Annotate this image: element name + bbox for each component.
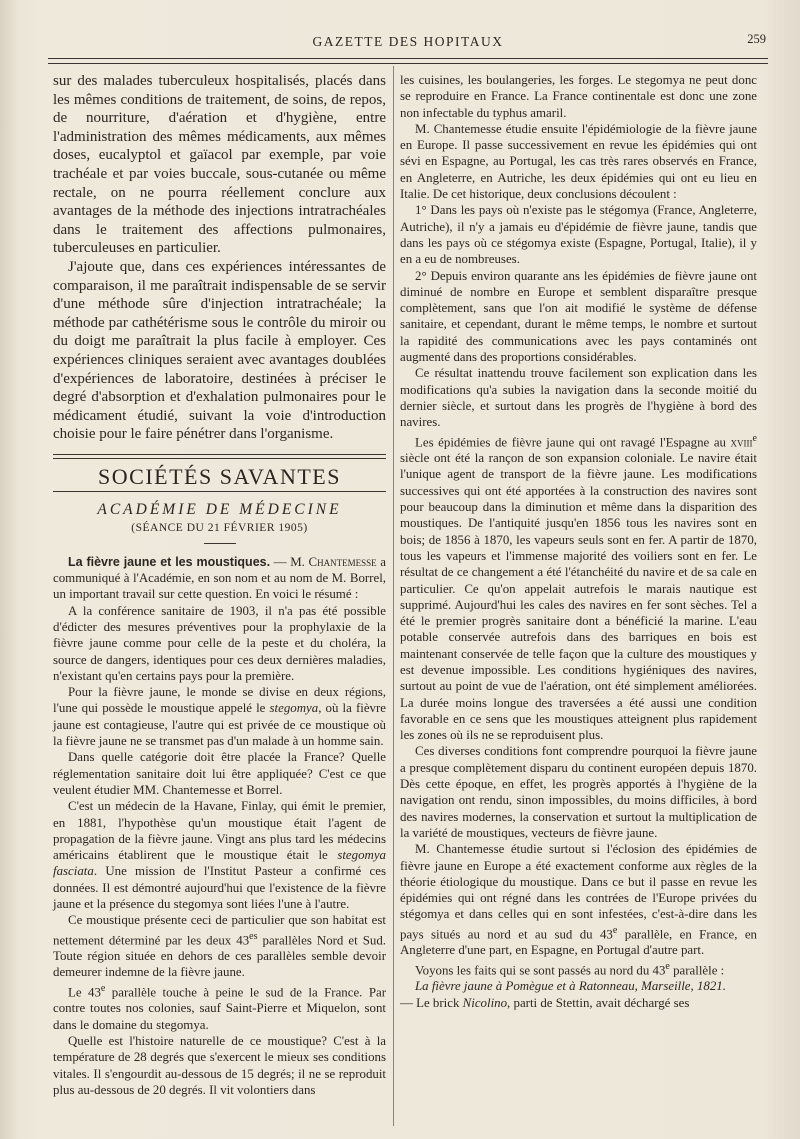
- paragraph: 2° Depuis environ quarante ans les épidémies de fièvre jaune ont diminué de nombre en Europe et semblent disparaître presque complètement, sans que l'on ait modifié le système de défense sanitaire, et cependant, durant le même temps, le nombre et surtout la rapidité des communications avec les pays contaminés ont augmenté dans des proportions considérables.: [400, 268, 757, 365]
- text-run: , où la fièvre jaune est contagieuse, l'autre qui est privée de ce moustique où la fièvre jaune ne se transmet pas d'un malade à un homme sain.: [53, 701, 387, 749]
- paragraph: [53, 981, 386, 1033]
- author-name: Chantemesse: [308, 554, 377, 569]
- paragraph: [400, 431, 757, 744]
- text-run: parallèle :: [669, 962, 725, 977]
- text-run: C'est un médecin de la Havane, Finlay, qui émit le premier, en 1881, l'hypothèse qu'un moustique était l'agent de propagation de la fièvre jaune. Vingt ans plus tard les médecins américains établirent que le moustique était le: [53, 799, 386, 863]
- journal-title: GAZETTE DES HOPITAUX: [312, 34, 504, 49]
- text-run: — Le brick: [400, 995, 463, 1010]
- paragraph: [53, 684, 386, 749]
- section-rule: [53, 454, 386, 459]
- lead-text: a communiqué à l'Académie, en son nom et au nom de M. Borrel, un important travail sur cette question. En voici le résumé :: [53, 554, 386, 602]
- superscript: e: [752, 432, 757, 444]
- text-run: Les épidémies de fièvre jaune qui ont ravagé l'Espagne au: [415, 434, 731, 449]
- ship-name: Nicolino: [462, 995, 508, 1010]
- paragraph: [53, 798, 386, 912]
- paragraph: [400, 995, 757, 1011]
- paragraph: Ce résultat inattendu trouve facilement son explication dans les modifications qu'a subies la navigation dans la seconde moitié du dernier siècle, et surtout dans les progrès de l'hygiène à bord des navires.: [400, 366, 757, 430]
- subsection-title: ACADÉMIE DE MÉDECINE: [97, 501, 342, 519]
- paragraph: Dans quelle catégorie doit être placée la France? Quelle réglementation sanitaire doit lui être appliquée? C'est ce que veulent étudier MM. Chantemesse et Borrel.: [53, 750, 386, 797]
- italic-term: stegomya fasciata: [53, 848, 386, 879]
- left-column: [53, 72, 386, 1098]
- text-run: Ce moustique présente ceci de particulier que son habitat est nettement déterminé par les deux 43: [53, 913, 386, 947]
- superscript: e: [612, 924, 618, 936]
- text-run: Le 43: [68, 985, 101, 1000]
- subheading: [400, 978, 757, 994]
- paragraph: 1° Dans les pays où n'existe pas le stégomya (France, Angleterre, Autriche), il n'y a jamais eu d'épidémie de fièvre jaune, tandis que dans les pays où ce stégomya existe (Espagne, Portugal, Italie), il y en a eu de nombreuses.: [400, 203, 757, 267]
- paragraph: Ces diverses conditions font comprendre pourquoi la fièvre jaune a presque complètement disparu du continent européen depuis 1870. Dès cette époque, en effet, les progrès apportés à l'hygiène de la navigation ont rendu, sinon impossibles, du moins difficiles, à bord des navires modernes, la conservation et surtout la multiplication de la variété de moustiques, vecteurs de fièvre jaune.: [400, 744, 757, 840]
- article-title: La fièvre jaune et les moustiques.: [68, 554, 271, 569]
- text-run: M. Chantemesse étudie surtout si l'éclosion des épidémies de fièvre jaune en Europe a été exactement conforme aux règles de la théorie étiologique du moustique. Dans ce but il passe en revue les épidémies qui ont régné dans les contrées de l'Europe privées du stégomya et dans celles qui en sont infestées, c'est-à-dire dans les pays situés au nord et au sud du 43: [400, 842, 757, 942]
- paragraph: [53, 912, 386, 980]
- paragraph: les cuisines, les boulangeries, les forges. Le stegomya ne peut donc se reproduire en France. La France continentale est donc une zone non infectable du typhus amaril.: [400, 73, 757, 120]
- superscript: es: [249, 930, 258, 942]
- paragraph: Quelle est l'histoire naturelle de ce moustique? C'est à la température de 28 degrés que s'exercent le mieux ses conditions vitales. Il s'engourdit au-dessous de 15 degrés; il ne se reproduit plus au-dessous de 20 degrés. Il vit volontiers dans: [53, 1033, 386, 1097]
- session-date: (SÉANCE DU 21 FÉVRIER 1905): [131, 522, 308, 535]
- text-run: . Une mission de l'Institut Pasteur a confirmé ces données. Il est démontré aujourd'hui que l'existence de la fièvre jaune et la présence du stegomya sont liées l'une à l'autre.: [53, 864, 386, 911]
- section-title: SOCIÉTÉS SAVANTES: [98, 463, 341, 489]
- superscript: e: [665, 960, 670, 972]
- italic-term: stegomya: [269, 701, 319, 716]
- intro-paragraph: sur des malades tuberculeux hospitalisés, placés dans les mêmes conditions de traitement, de soins, de repos, de nourriture, d'aération et d'hygiène, entre l'administration des mêmes médicaments, aux mêmes doses, eucalyptol et gaïacol par exemple, par voie trachéale et par voies buccale, sous-cutanée ou même rectale, on ne pourra réellement conclure aux avantages de la méthode des injections intratrachéales dans le traitement des affections pulmonaires, tuberculeuses en particulier.: [53, 73, 386, 257]
- page-header: [48, 30, 768, 54]
- article-lead: [53, 554, 386, 603]
- text-run: parallèle, en France, en Angleterre d'une part, en Espagne, en Portugal d'autre part.: [400, 927, 758, 958]
- intro-text: [53, 72, 386, 444]
- paragraph: [400, 959, 757, 979]
- text-run: parallèles Nord et Sud. Toute région située en dehors de ces parallèles semble devoir demeurer indemne de la fièvre jaune.: [53, 932, 386, 980]
- short-rule: [204, 543, 236, 544]
- section-rule: [53, 491, 386, 492]
- italic-heading: La fièvre jaune à Pomègue et à Ratonneau, Marseille, 1821.: [415, 979, 726, 994]
- century-numeral: xviii: [730, 434, 753, 449]
- text-run: Voyons les faits qui se sont passés au nord du 43: [415, 962, 666, 977]
- text-run: Pour la fièvre jaune, le monde se divise en deux régions, l'une qui possède le moustique appelé le: [53, 685, 386, 716]
- paragraph: M. Chantemesse étudie ensuite l'épidémiologie de la fièvre jaune en Europe. Il passe successivement en revue les épidémies qui ont sévi en Espagne, au Portugal, les cas très rares observés en France, en Angleterre, en Autriche, les deux épidémies qui ont eu lieu en Italie. De cet historique, deux conclusions découlent :: [400, 121, 757, 202]
- intro-paragraph: J'ajoute que, dans ces expériences intéressantes de comparaison, il me paraîtrait indispensable de se servir d'une méthode sûre d'injection intratrachéale; la méthode par cathétérisme sous le contrôle du miroir ou du doigt me paraîtrait la plus facile à employer. Ces expériences cliniques seraient avec avantages doublées d'expériences de laboratoire, destinées à préciser le degré d'absorption et d'exhalation pulmonaires pour le médicament étudié, suivant la voie d'introduction choisie pour le faire pénétrer dans l'organisme.: [53, 258, 386, 443]
- text-run: , parti de Stettin, avait déchargé ses: [507, 995, 690, 1010]
- text-run: siècle ont été la rançon de son expansion coloniale. Le navire était l'unique agent de transport de la fièvre jaune. Les modifications successives qui ont été apportées à la construction des navires sont pour beaucoup dans la diminution et même dans la disparition des moustiques. De l'antiquité jusqu'en 1856 tous les navires sont en bois; de 1856 à 1870, les vapeurs seuls sont en fer. A partir de 1870, tous les vapeurs et l'immense majorité des voiliers sont en fer. Le résultat de ce changement a été l'étanchéité du navire et de sa cale en particulier. Ce qu'on appelait autrefois le marais nautique est supprimé. Aujourd'hui les cales des navires en fer sont sèches. Tel a été le premier progrès sanitaire dont a bénéficié la marine. L'eau potable conservée autrefois dans des barriques en bois est maintenant conservée de telle façon que la culture des moustiques y est devenue impossible. Les conditions hygiéniques des navires, surtout au point de vue de l'aération, ont été simplement améliorées. La durée moins longue des traversées a été aussi une condition favorable en ce sens que les moustiques atteignent plus rapidement les zones où ils ne se reproduisent plus.: [400, 451, 757, 743]
- text-run: parallèle touche à peine le sud de la France. Par contre toutes nos colonies, sauf Saint-Pierre et Miquelon, sont dans le domaine du stegomya.: [53, 985, 386, 1032]
- paragraph: [400, 841, 757, 958]
- header-rule: [48, 58, 768, 64]
- column-divider: [393, 66, 394, 1126]
- lead-text: — M.: [270, 554, 309, 569]
- paragraph: A la conférence sanitaire de 1903, il n'a pas été possible d'édicter des mesures préventives pour la prophylaxie de la fièvre jaune comme pour celle de la peste et du choléra, la source de dangers, identiques pour ces deux dernières maladies, n'existant qu'en certains pays pour la première.: [53, 603, 386, 683]
- superscript: e: [100, 982, 106, 994]
- right-column: [400, 72, 757, 1011]
- page-number: 259: [747, 32, 766, 46]
